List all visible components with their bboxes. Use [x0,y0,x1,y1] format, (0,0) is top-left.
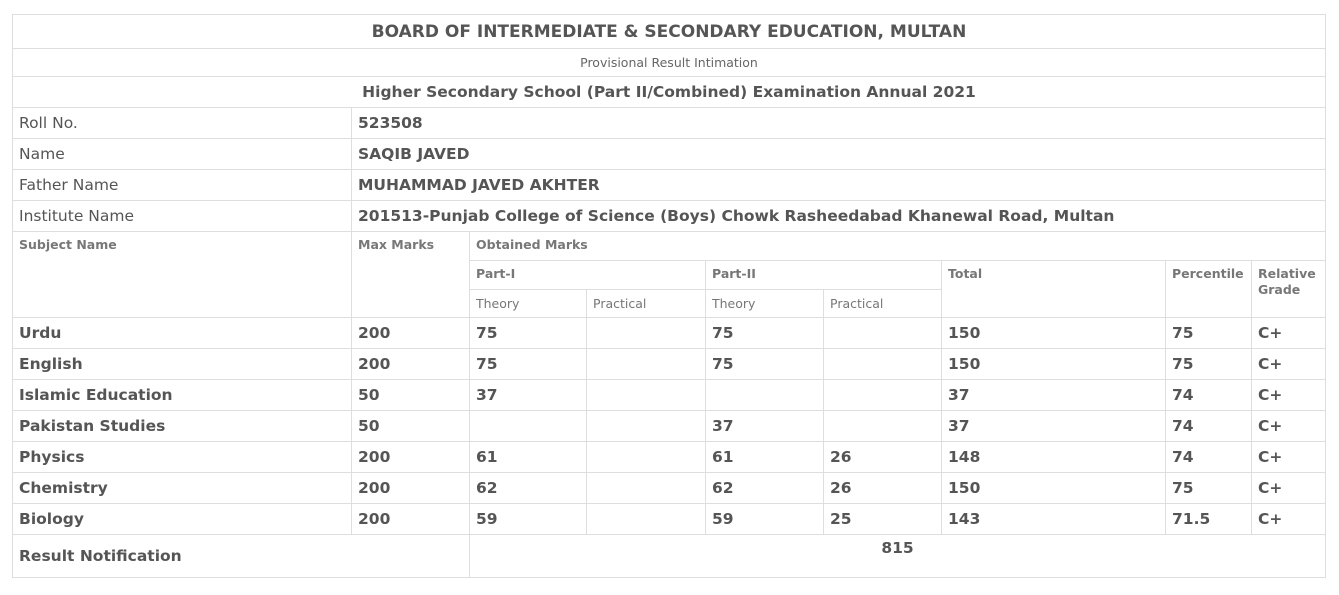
subject-total: 143 [942,504,1166,535]
part2-theory: 37 [706,411,824,442]
subject-total: 37 [942,380,1166,411]
subject-name: Pakistan Studies [13,411,352,442]
subject-total: 150 [942,349,1166,380]
subject-total: 148 [942,442,1166,473]
subject-total: 150 [942,473,1166,504]
part2-practical [824,349,942,380]
part1-theory-header: Theory [470,290,587,318]
part1-practical [587,442,706,473]
subject-name: Biology [13,504,352,535]
roll-value: 523508 [352,108,1326,139]
part1-practical [587,349,706,380]
subject-name: Urdu [13,318,352,349]
part1-practical [587,380,706,411]
subject-header: Subject Name [13,232,352,318]
max-marks: 200 [352,504,470,535]
part1-practical [587,318,706,349]
father-label: Father Name [13,170,352,201]
subject-name: Physics [13,442,352,473]
roll-label: Roll No. [13,108,352,139]
institute-value: 201513-Punjab College of Science (Boys) Chowk Rasheedabad Khanewal Road, Multan [352,201,1326,232]
percentile: 75 [1166,349,1252,380]
max-marks: 200 [352,349,470,380]
relative-grade: C+ [1252,411,1326,442]
max-marks-header: Max Marks [352,232,470,318]
part2-theory-header: Theory [706,290,824,318]
subject-name: English [13,349,352,380]
part1-theory [470,411,587,442]
part2-theory [706,380,824,411]
subject-name: Chemistry [13,473,352,504]
obtained-marks-header: Obtained Marks [470,232,1326,261]
table-row [13,318,1326,349]
max-marks: 50 [352,411,470,442]
part1-theory: 62 [470,473,587,504]
max-marks: 200 [352,442,470,473]
part2-practical [824,318,942,349]
part1-theory: 75 [470,318,587,349]
name-label: Name [13,139,352,170]
total-header: Total [942,261,1166,318]
table-row [13,411,1326,442]
relative-grade: C+ [1252,504,1326,535]
percentile: 75 [1166,473,1252,504]
part2-practical: 25 [824,504,942,535]
part1-theory: 75 [470,349,587,380]
part2-header: Part-II [706,261,942,290]
table-row [13,380,1326,411]
part2-practical: 26 [824,442,942,473]
part1-theory: 61 [470,442,587,473]
exam-title: Higher Secondary School (Part II/Combined) Examination Annual 2021 [13,77,1326,108]
part2-theory: 75 [706,349,824,380]
part2-practical: 26 [824,473,942,504]
result-subtitle: Provisional Result Intimation [13,49,1326,77]
relative-grade: C+ [1252,380,1326,411]
percentile-header: Percentile [1166,261,1252,318]
name-value: SAQIB JAVED [352,139,1326,170]
part1-practical [587,473,706,504]
percentile: 74 [1166,411,1252,442]
part2-practical [824,380,942,411]
relative-grade: C+ [1252,349,1326,380]
part1-theory: 59 [470,504,587,535]
part1-theory: 37 [470,380,587,411]
relative-grade: C+ [1252,473,1326,504]
result-notification-row [13,535,1326,578]
part2-theory: 59 [706,504,824,535]
part1-practical-header: Practical [587,290,706,318]
max-marks: 200 [352,473,470,504]
relative-grade: C+ [1252,318,1326,349]
part2-practical [824,411,942,442]
percentile: 71.5 [1166,504,1252,535]
part2-theory: 62 [706,473,824,504]
father-value: MUHAMMAD JAVED AKHTER [352,170,1326,201]
result-notification-label: Result Notification [13,535,470,578]
percentile: 74 [1166,442,1252,473]
percentile: 74 [1166,380,1252,411]
result-table [12,14,1326,578]
relative-grade: C+ [1252,442,1326,473]
grand-total: 815 [470,535,1326,578]
max-marks: 200 [352,318,470,349]
board-title: BOARD OF INTERMEDIATE & SECONDARY EDUCATION, MULTAN [13,15,1326,49]
part2-theory: 61 [706,442,824,473]
part1-practical [587,411,706,442]
table-row [13,349,1326,380]
table-row [13,473,1326,504]
institute-label: Institute Name [13,201,352,232]
table-row [13,442,1326,473]
part2-practical-header: Practical [824,290,942,318]
part1-practical [587,504,706,535]
subject-total: 37 [942,411,1166,442]
part2-theory: 75 [706,318,824,349]
subject-total: 150 [942,318,1166,349]
percentile: 75 [1166,318,1252,349]
subject-name: Islamic Education [13,380,352,411]
part1-header: Part-I [470,261,706,290]
grade-header: Relative Grade [1252,261,1326,318]
table-row [13,504,1326,535]
max-marks: 50 [352,380,470,411]
